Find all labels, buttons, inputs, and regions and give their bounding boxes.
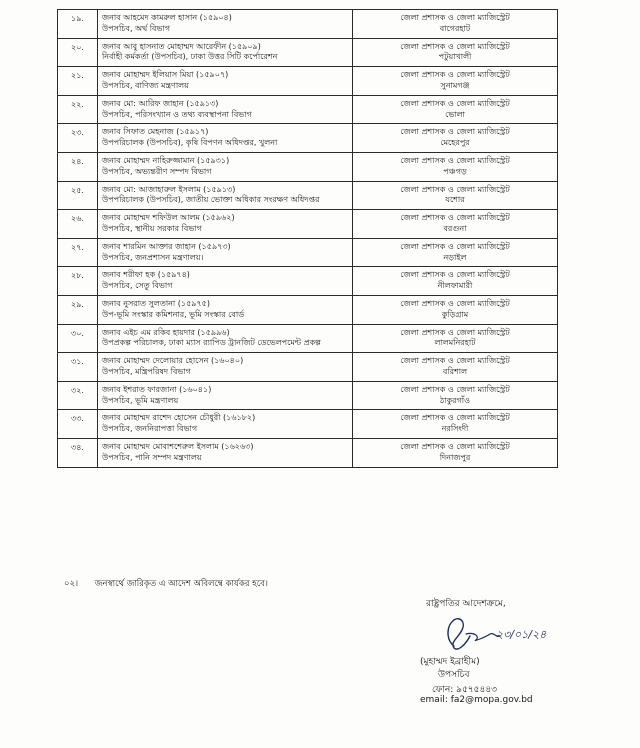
posting-location: বরিশাল [442,366,468,376]
table-row [58,267,558,296]
serial-cell: ২৭. [58,238,98,267]
table-row [58,95,558,124]
posting-title: জেলা প্রশাসক ও জেলা ম্যাজিস্ট্রেট [400,98,510,108]
table-row [58,410,558,439]
posting-title: জেলা প্রশাসক ও জেলা ম্যাজিস্ট্রেট [400,127,510,137]
officer-cell [98,181,353,210]
serial-cell: ১৯. [58,10,98,39]
serial-cell: ২০. [58,38,98,67]
officer-designation: উপসচিব, পরিসংখ্যান ও তথ্য ব্যবস্থাপনা বিভাগ [102,109,252,119]
signer-name: (মুহাম্মদ ইব্রাহীম) [420,657,480,667]
officer-name: জনাব আহমেদ কামরুল হাসান (১৫৯০৪) [102,13,232,22]
posting-cell [353,10,558,39]
posting-title: জেলা প্রশাসক ও জেলা ম্যাজিস্ট্রেট [400,13,510,22]
signer-email: email: fa2@mopa.gov.bd [420,695,533,705]
posting-title: জেলা প্রশাসক ও জেলা ম্যাজিস্ট্রেট [400,41,510,51]
officer-designation: উপসচিব, অর্থ বিভাগ [102,23,171,33]
posting-location: নড়াইল [443,252,467,262]
serial-cell: ২৬. [58,210,98,239]
table-row [58,381,558,410]
handwritten-signature [440,612,555,652]
officer-designation: উপপরিচালক (উপসচিব), জাতীয় ভোক্তা অধিকার সংরক্ষণ অধিদপ্তর [102,195,320,205]
posting-cell [353,410,558,439]
table-row [58,67,558,96]
posting-cell [353,295,558,324]
posting-table [57,9,558,468]
serial-cell: ৩১. [58,353,98,382]
officer-designation: উপসচিব, জননিরাপত্তা বিভাগ [102,424,198,434]
posting-title: জেলা প্রশাসক ও জেলা ম্যাজিস্ট্রেট [400,241,510,251]
officer-name: জনাব এইচ এম রকিব হায়দার (১৫৯৯৬) [102,327,230,337]
officer-designation: উপসচিব, সেতু বিভাগ [102,281,173,291]
table-row [58,38,558,67]
posting-title: জেলা প্রশাসক ও জেলা ম্যাজিস্ট্রেট [400,184,510,194]
posting-cell [353,381,558,410]
posting-location: নীলফামারী [437,281,473,291]
officer-name: জনাব মোহাম্মদ মোবাশশেরুল ইসলাম (১৬২৬৩) [102,441,254,451]
officer-cell [98,238,353,267]
posting-title: জেলা প্রশাসক ও জেলা ম্যাজিস্ট্রেট [400,441,510,451]
posting-location: বাগেরহাট [439,23,471,33]
table-row [58,10,558,39]
officer-designation: উপসচিব, পানি সম্পদ মন্ত্রণালয় [102,452,202,462]
officer-cell [98,438,353,467]
posting-location: নরসিংদী [441,424,469,434]
officer-cell [98,324,353,353]
posting-title: জেলা প্রশাসক ও জেলা ম্যাজিস্ট্রেট [400,155,510,165]
signer-designation: উপসচিব [438,670,470,680]
serial-cell: ২৮. [58,267,98,296]
officer-cell [98,38,353,67]
officer-name: জনাব মোহাম্মদ নাহিরুজ্জামান (১৫৯৩১) [102,155,230,165]
officer-cell [98,95,353,124]
posting-location: যশোর [445,195,465,205]
serial-cell: ২৪. [58,152,98,181]
officer-name: জনাব মোহাম্মদ দেলোয়ার হোসেন (১৬০৪০) [102,356,244,366]
officer-cell [98,295,353,324]
presidential-order-line: রাষ্ট্রপতির আদেশক্রমে, [426,599,506,609]
serial-cell: ২২. [58,95,98,124]
posting-location: লালমনিরহাট [434,338,476,348]
officer-name: জনাব ইশরাত ফারজানা (১৬০৪১) [102,384,212,394]
table-row [58,152,558,181]
posting-cell [353,95,558,124]
officer-cell [98,410,353,439]
officer-designation: উপপ্রকল্প পরিচালক, ঢাকা ম্যাস র‍্যাপিড ট্রানজিট ডেভেলপমেন্ট প্রকল্প [102,338,321,348]
posting-location: কুড়িগ্রাম [441,309,469,319]
posting-title: জেলা প্রশাসক ও জেলা ম্যাজিস্ট্রেট [400,413,510,423]
posting-title: জেলা প্রশাসক ও জেলা ম্যাজিস্ট্রেট [400,298,510,308]
posting-cell [353,38,558,67]
table-row [58,324,558,353]
table-row [58,353,558,382]
officer-cell [98,152,353,181]
posting-location: ভোলা [445,109,465,119]
serial-cell: ৩২. [58,381,98,410]
officer-designation: উপসচিব, স্থানীয় সরকার বিভাগ [102,223,202,233]
posting-title: জেলা প্রশাসক ও জেলা ম্যাজিস্ট্রেট [400,213,510,223]
signer-phone: ফোন: ৯৫৭৫৪৪৩ [432,685,498,695]
officer-cell [98,10,353,39]
serial-cell: ২৫. [58,181,98,210]
posting-title: জেলা প্রশাসক ও জেলা ম্যাজিস্ট্রেট [400,270,510,280]
posting-location: পঞ্চগড় [443,166,467,176]
posting-location: দিনাজপুর [439,452,471,462]
signature-date: ২৩/০১/২৪ [496,628,547,641]
officer-cell [98,381,353,410]
serial-cell: ৩৪. [58,438,98,467]
officer-cell [98,210,353,239]
officer-name: জনাব মো: আরিফ জাহান (১৫৯১৩) [102,98,219,108]
posting-table-body [58,10,558,468]
table-row [58,295,558,324]
posting-location: বরগুনা [443,223,467,233]
officer-name: জনাব সিফাত মেহনাজ (১৫৯১৭) [102,127,209,137]
table-row [58,181,558,210]
table-row [58,238,558,267]
serial-cell: ২১. [58,67,98,96]
officer-designation: উপসচিব, বাণিজ্য মন্ত্রণালয় [102,80,189,90]
note-text: জনস্বার্থে জারিকৃত এ আদেশ অবিলম্বে কার্যকর হবে। [94,579,268,589]
posting-cell [353,67,558,96]
posting-cell [353,210,558,239]
officer-name: জনাব মোহাম্মদ রাশেদ হোসেন চৌধুরী (১৬১৮২) [102,413,256,423]
posting-cell [353,181,558,210]
posting-cell [353,267,558,296]
serial-cell: ৩৩. [58,410,98,439]
posting-cell [353,152,558,181]
posting-location: মেহেরপুর [440,138,470,148]
table-row [58,438,558,467]
officer-name: জনাব মো: আজাহারুল ইসলাম (১৫৯১৩) [102,184,236,194]
officer-name: জনাব শরীফা হক (১৫৯৭৪) [102,270,190,280]
posting-cell [353,438,558,467]
officer-designation: উপ-ভূমি সংস্কার কমিশনার, ভূমি সংস্কার বোর্ড [102,309,245,319]
officer-designation: উপসচিব, অভ্যন্তরীণ সম্পদ বিভাগ [102,166,212,176]
posting-cell [353,238,558,267]
posting-title: জেলা প্রশাসক ও জেলা ম্যাজিস্ট্রেট [400,327,510,337]
posting-cell [353,324,558,353]
officer-cell [98,67,353,96]
posting-title: জেলা প্রশাসক ও জেলা ম্যাজিস্ট্রেট [400,70,510,80]
officer-name: জনাব নুসরাত সুলতানা (১৫৯৭৫) [102,298,210,308]
posting-location: ঠাকুরগাঁও [439,395,471,405]
posting-location: পটুয়াখালী [438,52,472,62]
officer-designation: উপপরিচালক (উপসচিব), কৃষি বিপণন অধিদপ্তর, খুলনা [102,138,278,148]
officer-designation: নির্বাহী কর্মকর্তা (উপসচিব), ঢাকা উত্তর সিটি কর্পোরেশন [102,52,278,62]
officer-name: জনাব আবু হাসনাত মোহাম্মদ আরেফীন (১৫৯০৯) [102,41,261,51]
officer-designation: উপসচিব, মন্ত্রিপরিষদ বিভাগ [102,366,191,376]
officer-cell [98,267,353,296]
officer-name: জনাব মোহাম্মদ শফিউল আলম (১৫৯৬২) [102,213,235,223]
officer-name: জনাব শারমিন আক্তার জাহান (১৫৯৭৩) [102,241,231,251]
officer-cell [98,353,353,382]
serial-cell: ২৩. [58,124,98,153]
serial-cell: ২৯. [58,295,98,324]
note-number: ০২। [64,579,79,589]
posting-cell [353,353,558,382]
posting-location: সুনামগঞ্জ [440,80,470,90]
posting-title: জেলা প্রশাসক ও জেলা ম্যাজিস্ট্রেট [400,384,510,394]
posting-title: জেলা প্রশাসক ও জেলা ম্যাজিস্ট্রেট [400,356,510,366]
serial-cell: ৩০. [58,324,98,353]
officer-name: জনাব মোহাম্মদ ইলিয়াস মিয়া (১৫৯০৭) [102,70,229,80]
officer-cell [98,124,353,153]
table-row [58,124,558,153]
order-note [64,577,268,591]
posting-cell [353,124,558,153]
officer-designation: উপসচিব, জনপ্রশাসন মন্ত্রণালয়। [102,252,204,262]
table-row [58,210,558,239]
officer-designation: উপসচিব, ভূমি মন্ত্রণালয় [102,395,179,405]
